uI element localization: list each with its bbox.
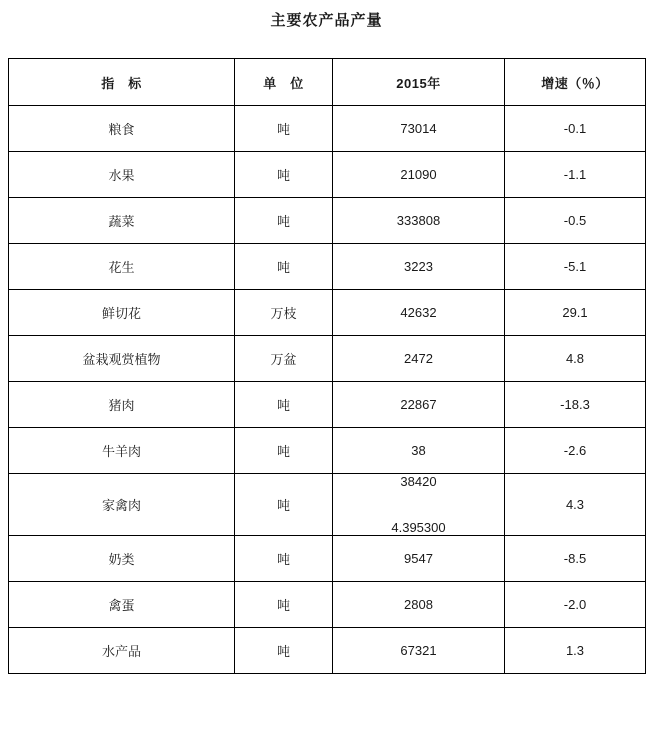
- cell-value: 2472: [333, 336, 505, 382]
- table-container: [0, 58, 653, 674]
- table-row: [9, 336, 646, 382]
- cell-indicator: 家禽肉: [9, 474, 235, 536]
- cell-growth: -0.1: [505, 106, 646, 152]
- cell-growth: -18.3: [505, 382, 646, 428]
- cell-indicator: 奶类: [9, 536, 235, 582]
- table-row: [9, 428, 646, 474]
- cell-unit: 吨: [235, 244, 333, 290]
- cell-indicator: 粮食: [9, 106, 235, 152]
- cell-indicator: 牛羊肉: [9, 428, 235, 474]
- cell-value: 3223: [333, 244, 505, 290]
- table-header-row: [9, 59, 646, 106]
- cell-value: 42632: [333, 290, 505, 336]
- cell-unit: 吨: [235, 536, 333, 582]
- table-row: [9, 582, 646, 628]
- table-row: [9, 628, 646, 674]
- cell-growth: -5.1: [505, 244, 646, 290]
- cell-unit: 万盆: [235, 336, 333, 382]
- table-row: [9, 474, 646, 536]
- cell-unit: 吨: [235, 428, 333, 474]
- cell-value-group: [333, 474, 505, 536]
- cell-value: 38: [333, 428, 505, 474]
- cell-unit: 吨: [235, 382, 333, 428]
- cell-value: 2808: [333, 582, 505, 628]
- cell-indicator: 禽蛋: [9, 582, 235, 628]
- page-title: 主要农产品产量: [270, 12, 383, 29]
- cell-growth: -2.6: [505, 428, 646, 474]
- cell-value: 9547: [333, 536, 505, 582]
- table-row: [9, 244, 646, 290]
- cell-indicator: 蔬菜: [9, 198, 235, 244]
- cell-growth: 4.3: [505, 474, 646, 536]
- cell-indicator: 花生: [9, 244, 235, 290]
- cell-growth: -8.5: [505, 536, 646, 582]
- cell-indicator: 盆栽观赏植物: [9, 336, 235, 382]
- cell-growth: -1.1: [505, 152, 646, 198]
- cell-unit: 吨: [235, 582, 333, 628]
- cell-value-secondary: 4.395300: [391, 519, 446, 535]
- cell-indicator: 鲜切花: [9, 290, 235, 336]
- cell-unit: 吨: [235, 106, 333, 152]
- cell-value: 333808: [333, 198, 505, 244]
- table-row: [9, 536, 646, 582]
- table-row: [9, 382, 646, 428]
- cell-unit: 万枝: [235, 290, 333, 336]
- table-row: [9, 290, 646, 336]
- cell-growth: -0.5: [505, 198, 646, 244]
- cell-unit: 吨: [235, 628, 333, 674]
- cell-value: 22867: [333, 382, 505, 428]
- table-row: [9, 106, 646, 152]
- cell-growth: 29.1: [505, 290, 646, 336]
- cell-value: 73014: [333, 106, 505, 152]
- cell-value: 67321: [333, 628, 505, 674]
- column-header-growth: 增速（％）: [505, 59, 646, 106]
- cell-value: 21090: [333, 152, 505, 198]
- column-header-year: 2015年: [333, 59, 505, 106]
- table-row: [9, 152, 646, 198]
- table-row: [9, 198, 646, 244]
- cell-growth: 1.3: [505, 628, 646, 674]
- table-header: [9, 59, 646, 106]
- cell-indicator: 水产品: [9, 628, 235, 674]
- agricultural-output-table: [8, 58, 646, 674]
- column-header-unit: 单 位: [235, 59, 333, 106]
- cell-unit: 吨: [235, 198, 333, 244]
- cell-unit: 吨: [235, 474, 333, 536]
- column-header-indicator: 指 标: [9, 59, 235, 106]
- cell-growth: 4.8: [505, 336, 646, 382]
- cell-indicator: 水果: [9, 152, 235, 198]
- cell-unit: 吨: [235, 152, 333, 198]
- table-body: [9, 106, 646, 674]
- cell-growth: -2.0: [505, 582, 646, 628]
- cell-value: 38420: [400, 474, 437, 489]
- cell-indicator: 猪肉: [9, 382, 235, 428]
